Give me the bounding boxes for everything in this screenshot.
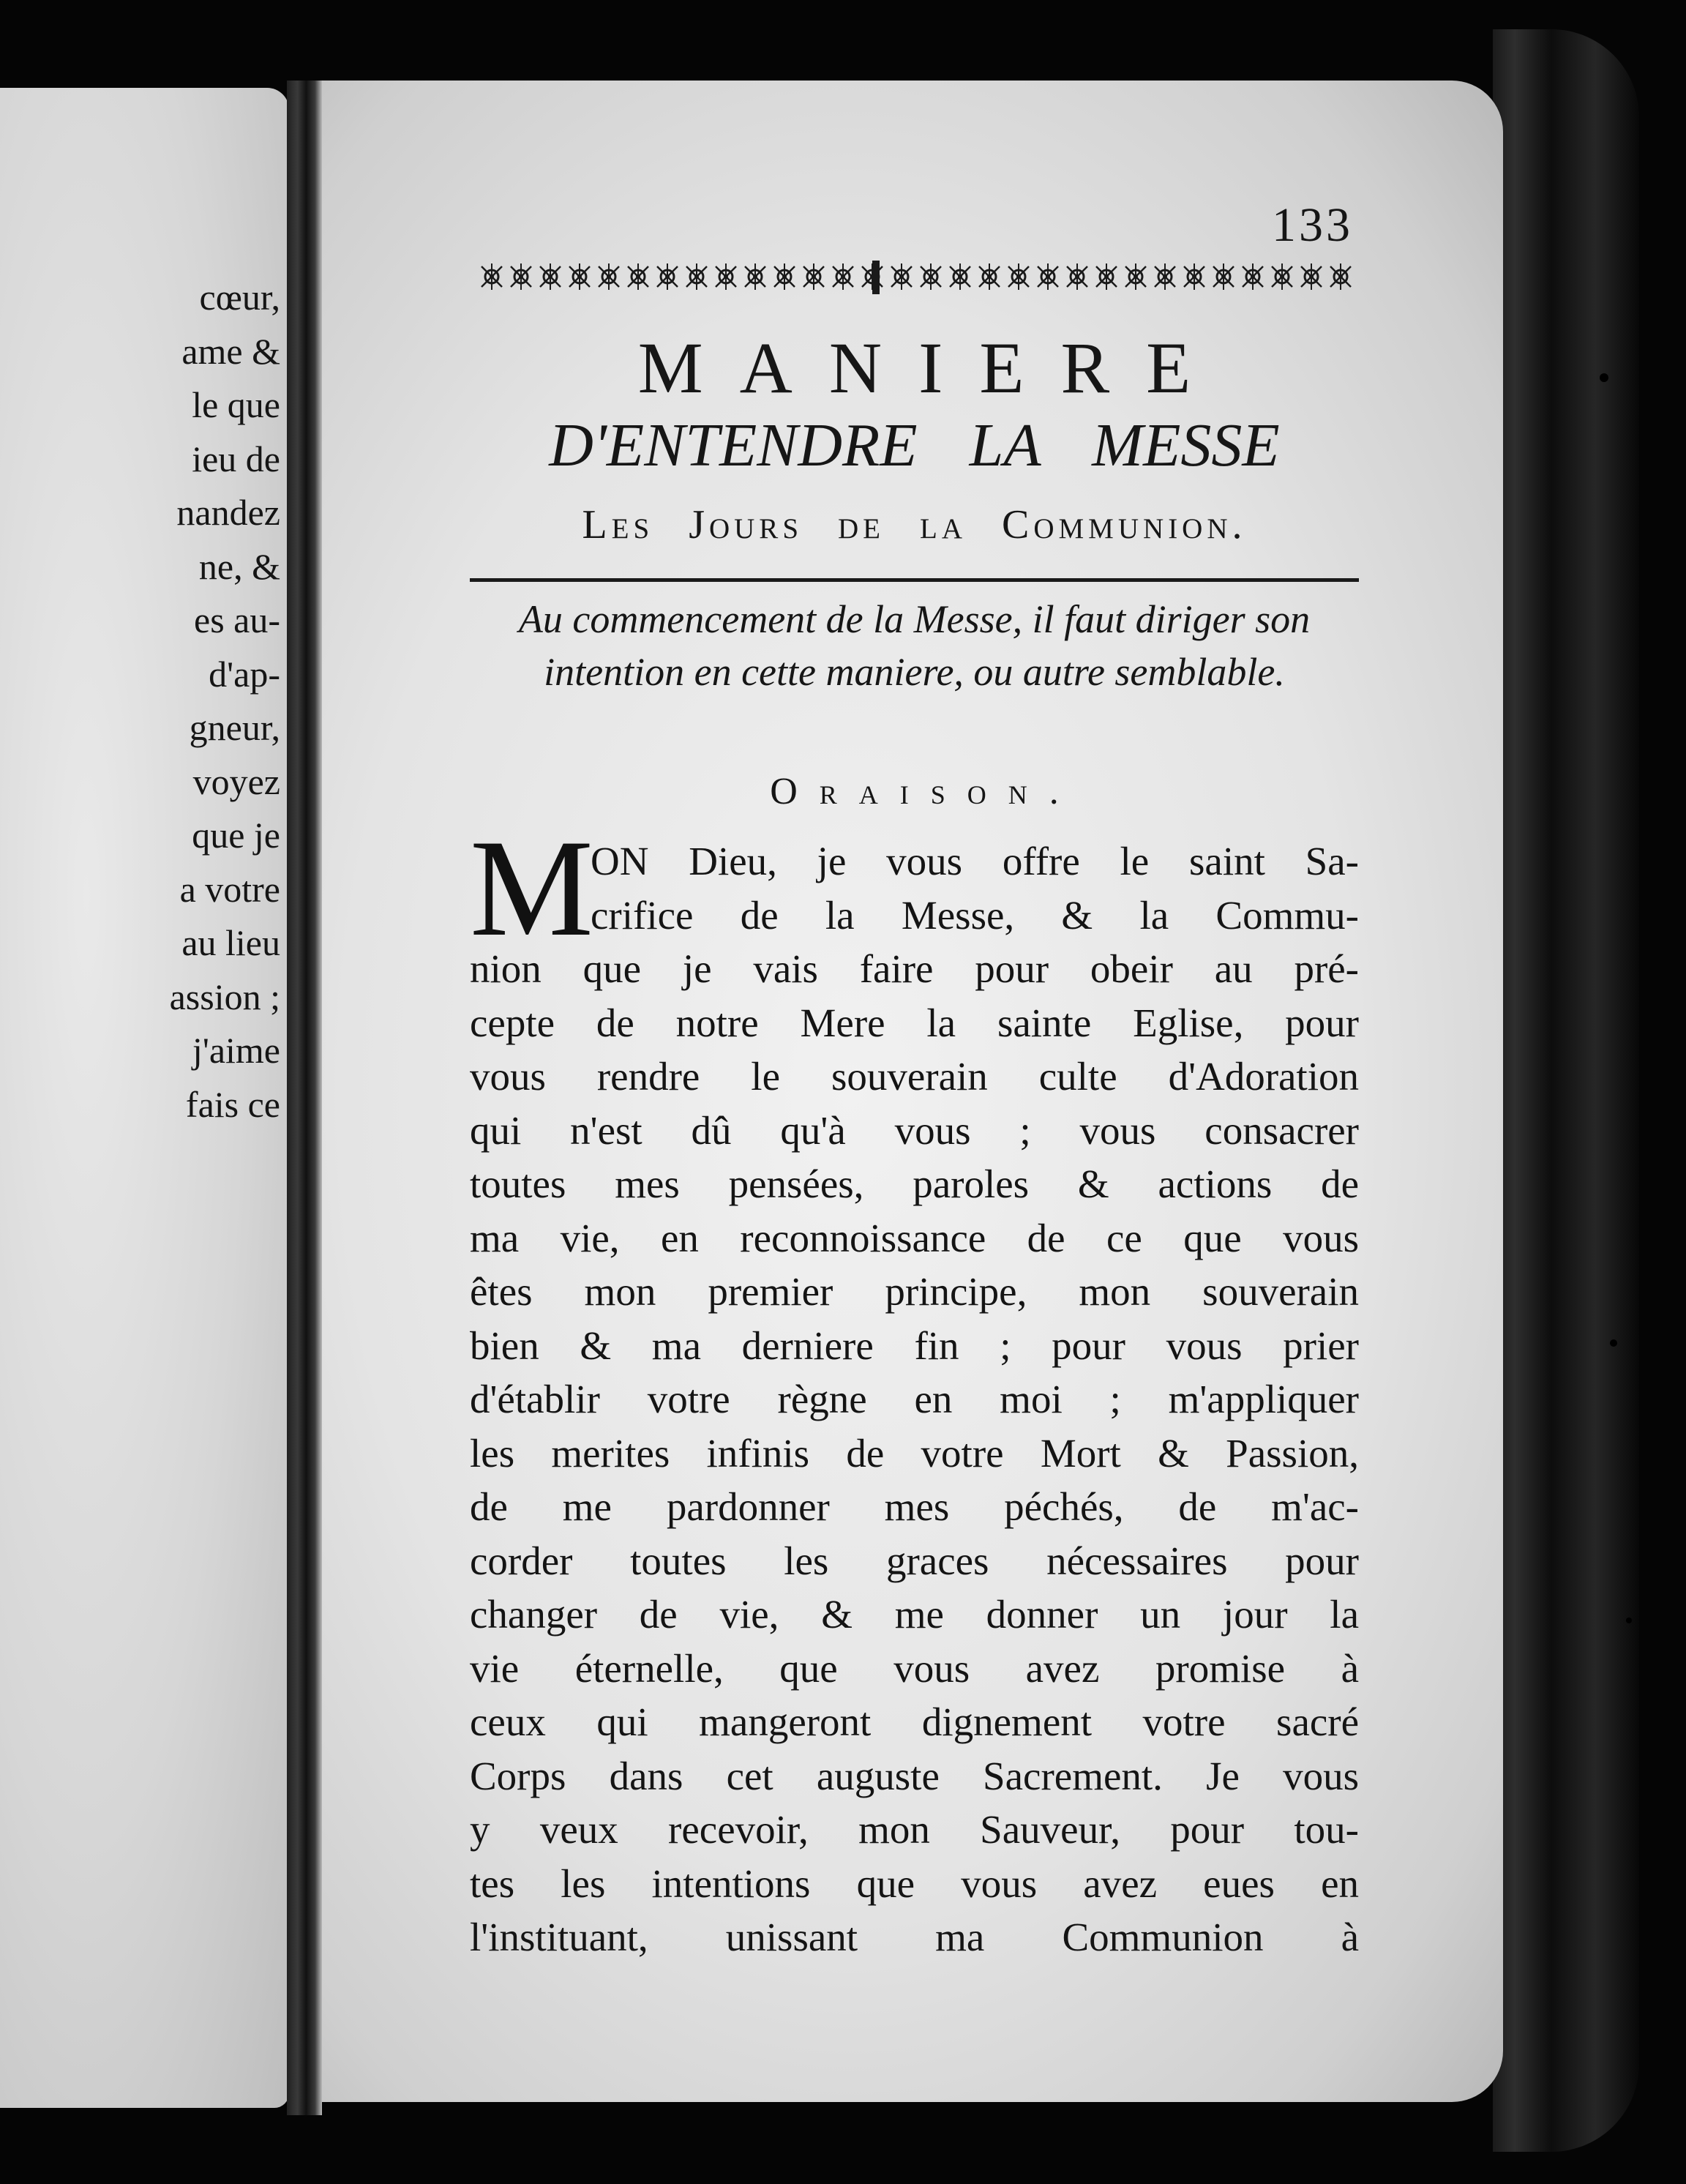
scan-speck: [1610, 1339, 1617, 1347]
left-line: cœur,: [199, 277, 280, 318]
text-line: l'instituant, unissant ma Communion à: [470, 1915, 1359, 1959]
left-line: ame &: [181, 330, 280, 372]
left-page-text: [170, 271, 280, 1132]
text-line: changer de vie, & me donner un jour la: [470, 1592, 1359, 1637]
left-line: gneur,: [189, 707, 280, 748]
left-page: [0, 88, 289, 2108]
left-line: au lieu: [181, 922, 280, 963]
text-line: crifice de la Messe, & la Commu-: [591, 892, 1359, 938]
left-line: assion ;: [169, 976, 280, 1017]
text-line: d'établir votre règne en moi ; m'appliquer: [470, 1377, 1359, 1421]
text-line: Corps dans cet auguste Sacrement. Je vous: [470, 1753, 1359, 1798]
text-line: vous rendre le souverain culte d'Adoration: [470, 1054, 1359, 1099]
left-line: fais ce: [185, 1083, 280, 1125]
book-fore-edge: [1493, 29, 1639, 2152]
scan-speck: [1626, 1618, 1632, 1623]
text-line: corder toutes les graces nécessaires pour: [470, 1538, 1359, 1583]
text-line: toutes mes pensées, paroles & actions de: [470, 1162, 1359, 1206]
left-line: voyez: [192, 760, 280, 802]
text-line: de me pardonner mes péchés, de m'ac-: [470, 1484, 1359, 1529]
book-gutter: [287, 81, 322, 2115]
text-line: les merites infinis de votre Mort & Passion,: [470, 1430, 1359, 1476]
title-rule: [470, 578, 1359, 582]
text-line: bien & ma derniere fin ; pour vous prier: [470, 1323, 1359, 1368]
title-entendre-la-messe: D'ENTENDRE LA MESSE: [549, 411, 1280, 479]
drop-cap: M: [470, 812, 593, 965]
text-line: vie éternelle, que vous avez promise à: [470, 1645, 1359, 1691]
title-maniere: MANIERE: [637, 327, 1228, 408]
left-line: a votre: [179, 868, 280, 910]
text-line: cepte de notre Mere la sainte Eglise, pour: [470, 1000, 1359, 1045]
title-jours-communion: Les Jours de la Communion.: [582, 502, 1247, 547]
text-line: qui n'est dû qu'à vous ; vous consacrer: [470, 1107, 1359, 1153]
text-line: nion que je vais faire pour obeir au pré-: [470, 946, 1359, 991]
left-line: que je: [192, 815, 280, 856]
prayer-text: [470, 812, 1359, 1964]
left-line: ieu de: [192, 438, 280, 479]
text-line: y veux recevoir, mon Sauveur, pour tou-: [470, 1807, 1359, 1852]
left-line: ne, &: [198, 545, 280, 587]
page-number: 133: [1272, 198, 1353, 252]
right-page: [316, 81, 1503, 2102]
text-line: tes les intentions que vous avez eues en: [470, 1860, 1359, 1906]
left-line: j'aime: [192, 1030, 280, 1071]
section-heading: Oraison.: [770, 771, 1081, 812]
left-line: d'ap-: [209, 653, 280, 695]
left-line: le que: [192, 384, 280, 425]
ornamental-border: [477, 255, 1352, 299]
left-line: nandez: [176, 492, 280, 533]
left-line: es au-: [194, 599, 280, 640]
text-line: ceux qui mangeront dignement votre sacré: [470, 1699, 1359, 1744]
scan-speck: [1600, 373, 1608, 382]
text-line: ON Dieu, je vous offre le saint Sa-: [591, 839, 1359, 883]
text-line: êtes mon premier principe, mon souverain: [470, 1269, 1359, 1314]
intro-rubric: Au commencement de la Messe, il faut diriger son intention en cette maniere, ou autre semblable.: [518, 597, 1311, 694]
text-line: ma vie, en reconnoissance de ce que vous: [470, 1215, 1359, 1260]
